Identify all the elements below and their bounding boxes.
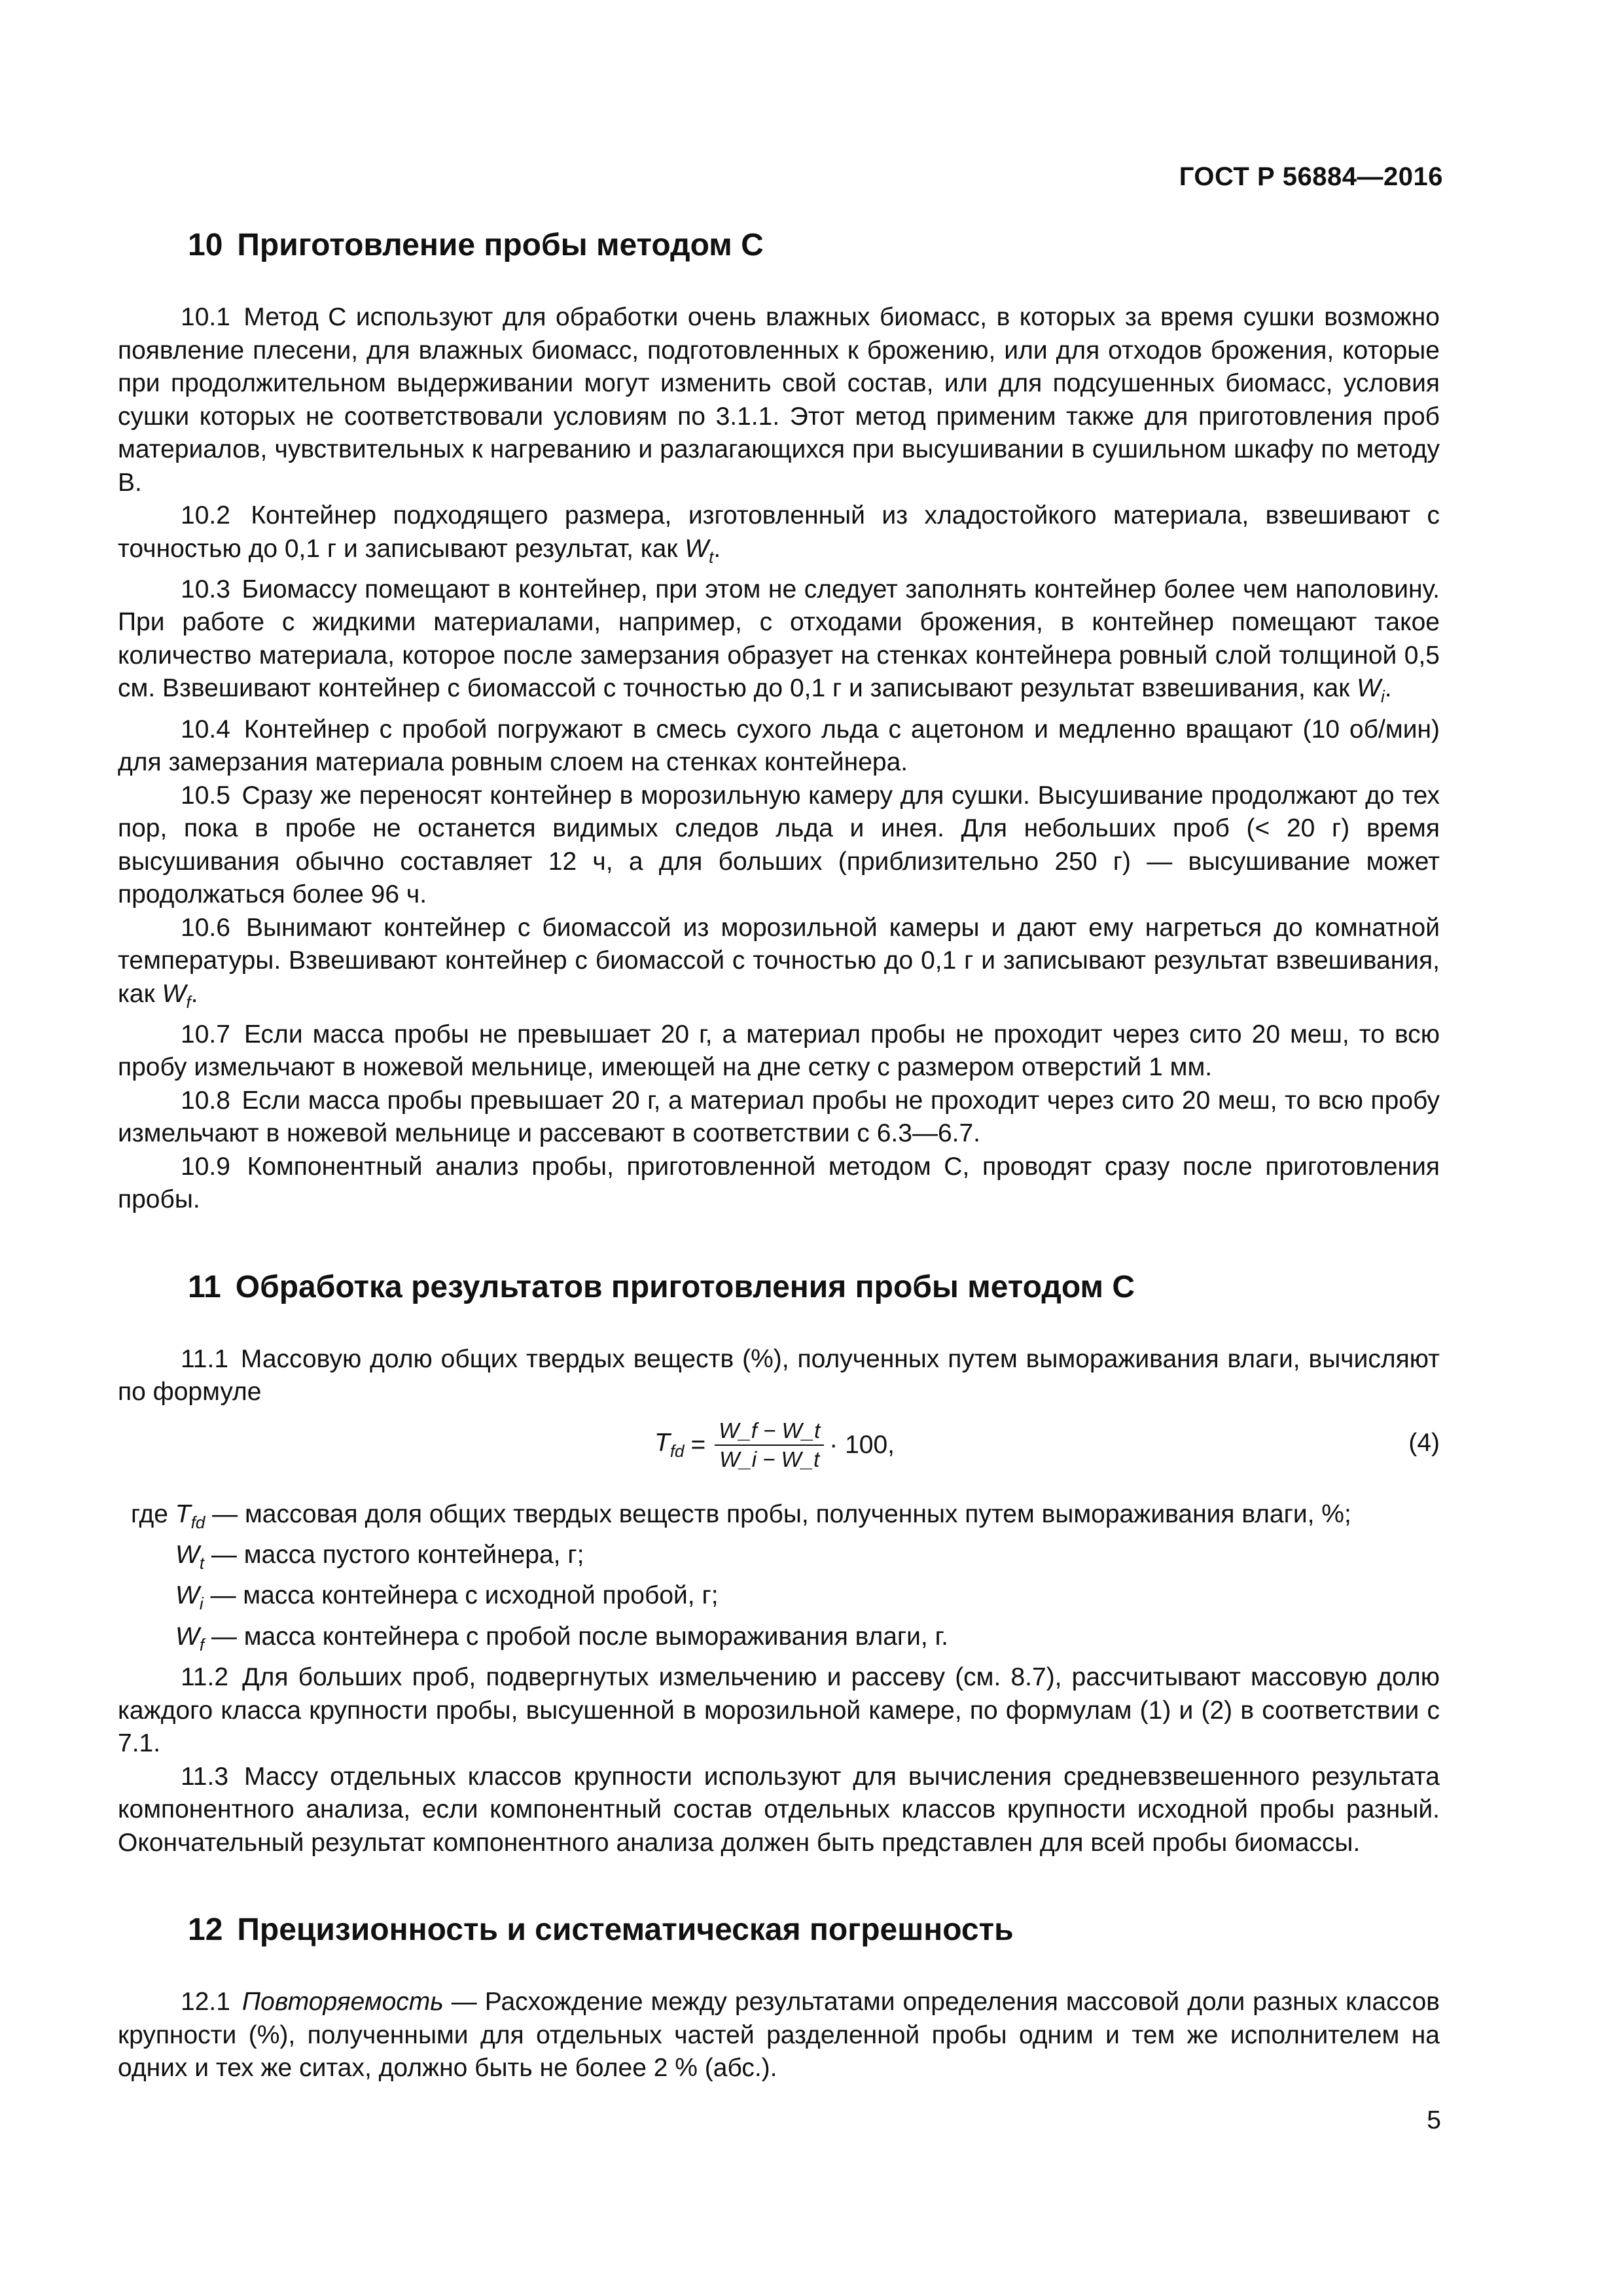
definition-tfd: где $T_{fd}$ — массовая доля общих твердых веществ пробы, полученных путем вымораживания влаги, %; bbox=[131, 1499, 1351, 1532]
paragraph-10-6: 10.6 Вынимают контейнер с биомассой из морозильной камеры и дают ему нагреться до комнатной температуры. Взвешивают контейнер с биомассой с точностью до 0,1 г и записывают результат взвешивания, как $W_f$. bbox=[118, 913, 1440, 1012]
section-12-heading bbox=[188, 1910, 1440, 1950]
formula-definitions bbox=[118, 1498, 1440, 1661]
paragraph-11-1: 11.1 Массовую долю общих твердых веществ (%), полученных путем вымораживания влаги, вычисляют по формуле bbox=[118, 1344, 1440, 1407]
paragraph-10-1: 10.1 Метод С используют для обработки очень влажных биомасс, в которых за время сушки возможно появление плесени, для влажных биомасс, подготовленных к брожению, или для отходов брожения, которые при продолжительном выдерживании могут изменить свой состав, или для подсушенных биомасс, условия сушки которых не соответствовали условиям по 3.1.1. Этот метод применим также для приготовления проб материалов, чувствительных к нагреванию и разлагающихся при высушивании в сушильном шкафу по методу В. bbox=[118, 303, 1440, 497]
paragraph-10-4: 10.4 Контейнер с пробой погружают в смесь сухого льда с ацетоном и медленно вращают (10 об/мин) для замерзания материала ровным слоем на стенках контейнера. bbox=[118, 715, 1440, 777]
paragraph-10-8: 10.8 Если масса пробы превышает 20 г, а материал пробы не проходит через сито 20 меш, то всю пробу измельчают в ножевой мельнице и рассевают в соответствии с 6.3—6.7. bbox=[118, 1086, 1440, 1148]
section-10-heading bbox=[188, 226, 1440, 265]
definition-wf: $W_f$ — масса контейнера с пробой после вымораживания влаги, г. bbox=[175, 1622, 948, 1655]
definition-wi: $W_i$ — масса контейнера с исходной пробой, г; bbox=[175, 1581, 719, 1614]
document-header: ГОСТ Р 56884—2016 bbox=[1179, 162, 1443, 191]
term-repeatability: Повторяемость bbox=[241, 1988, 444, 2017]
paragraph-10-9: 10.9 Компонентный анализ пробы, приготовленной методом С, проводят сразу после приготовления пробы. bbox=[118, 1152, 1440, 1214]
paragraph-10-3: 10.3 Биомассу помещают в контейнер, при этом не следует заполнять контейнер более чем наполовину. При работе с жидкими материалами, например, с отходами брожения, в контейнер помещают такое количество материала, которое после замерзания образует на стенках контейнера ровный слой толщиной 0,5 см. Взвешивают контейнер с биомассой с точностью до 0,1 г и записывают результат взвешивания, как $W_i$. bbox=[118, 575, 1440, 707]
section-number: 10 bbox=[188, 228, 223, 262]
section-title: Приготовление пробы методом С bbox=[237, 228, 764, 262]
definition-wt: $W_t$ — масса пустого контейнера, г; bbox=[175, 1541, 584, 1573]
section-number: 11 bbox=[188, 1269, 221, 1304]
paragraph-10-7: 10.7 Если масса пробы не превышает 20 г, а материал пробы не проходит через сито 20 меш, то всю пробу измельчают в ножевой мельнице, имеющей на дне сетку с размером отверстий 1 мм. bbox=[118, 1020, 1440, 1082]
formula-denominator: W_i − W_t bbox=[719, 1446, 820, 1471]
paragraph-11-3: 11.3 Массу отдельных классов крупности используют для вычисления средневзвешенного результата компонентного анализа, если компонентный состав отдельных классов крупности исходной пробы разный. Окончательный результат компонентного анализа должен быть представлен для всей пробы биомассы. bbox=[118, 1762, 1440, 1857]
formula-fraction bbox=[715, 1418, 824, 1472]
equation-number: (4) bbox=[1408, 1428, 1440, 1457]
section-title: Обработка результатов приготовления пробы методом С bbox=[235, 1269, 1135, 1304]
section-title: Прецизионность и систематическая погрешность bbox=[237, 1912, 1014, 1948]
paragraph-12-1: 12.1 Повторяемость — Расхождение между результатами определения массовой доли разных классов крупности (%), полученными для отдельных частей разделенной пробы одним и тем же исполнителем на одних и тех же ситах, должно быть не более 2 % (абс.). bbox=[118, 1988, 1440, 2083]
section-number: 12 bbox=[188, 1912, 223, 1948]
section-11-heading bbox=[188, 1268, 1440, 1307]
paragraph-10-5: 10.5 Сразу же переносят контейнер в морозильную камеру для сушки. Высушивание продолжают до тех пор, пока в пробе не останется видимых следов льда и инея. Для небольших проб (< 20 г) время высушивания обычно составляет 12 ч, а для больших (приблизительно 250 г) — высушивание может продолжаться более 96 ч. bbox=[118, 781, 1440, 909]
formula-multiplier: · 100, bbox=[829, 1430, 895, 1459]
formula-numerator: W_f − W_t bbox=[715, 1418, 824, 1446]
formula-expression: $T_{fd}$ = $\frac{W\_f - W\_t}{W\_i - W\_t}$ · 100, bbox=[654, 1418, 895, 1471]
paragraph-11-2: 11.2 Для больших проб, подвергнутых измельчению и рассеву (см. 8.7), рассчитывают массовую долю каждого класса крупности пробы, высушенной в морозильной камере, по формулам (1) и (2) в соответствии с 7.1. bbox=[118, 1663, 1440, 1758]
document-body bbox=[118, 226, 1440, 2085]
paragraph-10-2: 10.2 Контейнер подходящего размера, изготовленный из хладостойкого материала, взвешивают с точностью до 0,1 г и записывают результат, как $W_t$. bbox=[118, 501, 1440, 567]
formula-4 bbox=[118, 1413, 1440, 1498]
page-number: 5 bbox=[1427, 2106, 1441, 2134]
